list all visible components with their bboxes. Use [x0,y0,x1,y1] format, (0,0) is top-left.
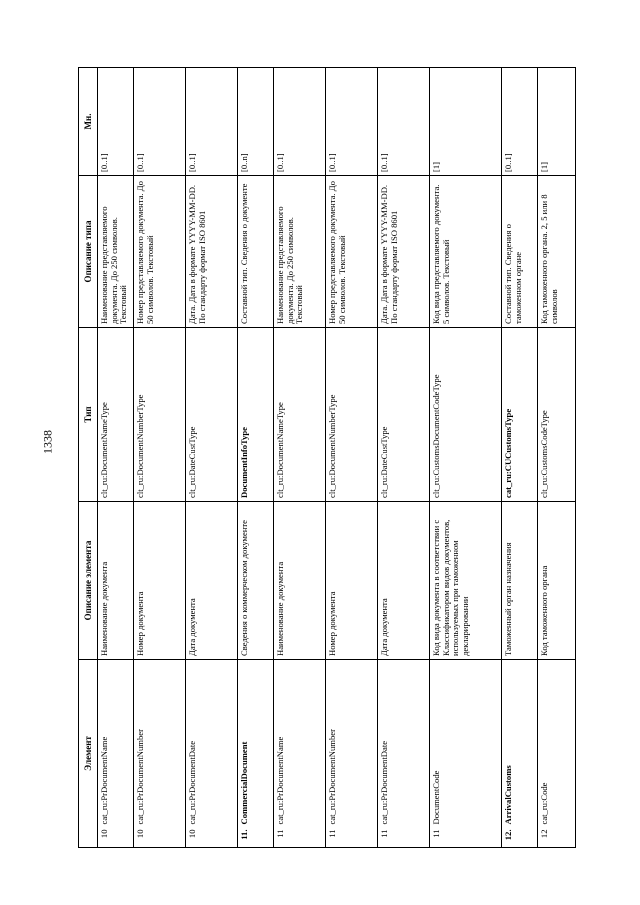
row-type-desc: Номер представляемого документа. До 50 символов. Текстовый [326,175,378,327]
row-element: cat_ru:PrDocumentName [98,659,134,827]
row-element: cat_ru:PrDocumentName [274,659,326,827]
row-mult: [0..1] [134,67,186,175]
row-level: 10 [134,828,186,848]
rotated-table-frame [78,68,594,848]
row-mult: [0..1] [274,67,326,175]
row-element-desc: Код вида документа в соответствии с Классификатором видов документов, используемых при таможенном декларировании [430,501,502,659]
page-number-text: 1338 [40,430,55,454]
row-element: cat_ru:PrDocumentDate [186,659,238,827]
row-element-desc: Номер документа [134,501,186,659]
header-element-desc: Описание элемента [79,501,98,659]
row-type: DocumentInfoType [238,327,274,501]
row-mult: [0..1] [186,67,238,175]
header-mult: Мн. [79,67,98,175]
row-type-desc: Составной тип. Сведения о таможенном органе [502,175,538,327]
row-element: ArrivalCustoms [502,659,538,827]
row-level: 11. [238,828,274,848]
row-element-desc: Сведения о коммерческом документе [238,501,274,659]
row-type: clt_ru:DateCustType [378,327,430,501]
row-mult: [0..1] [378,67,430,175]
table-row [326,67,378,847]
row-type-desc: Наименование представляемого документа. До 250 символов. Текстовый [274,175,326,327]
row-mult: [0..1] [502,67,538,175]
row-type: clt_ru:DocumentNameType [98,327,134,501]
row-type: clt_ru:DateCustType [186,327,238,501]
row-element-desc: Наименование документа [274,501,326,659]
row-element: cat_ru:Code [538,659,576,827]
header-type: Тип [79,327,98,501]
row-type-desc: Код таможенного органа. 2, 5 или 8 символов [538,175,576,327]
row-element: cat_ru:PrDocumentNumber [326,659,378,827]
row-level: 11 [430,828,502,848]
row-mult: [1] [538,67,576,175]
row-type: clt_ru:DocumentNumberType [326,327,378,501]
row-element-desc: Номер документа [326,501,378,659]
row-element-desc: Таможенный орган назначения [502,501,538,659]
row-level: 11 [326,828,378,848]
table-row [502,67,538,847]
table-row [238,67,274,847]
row-type-desc: Наименование представляемого документа. До 250 символов. Текстовый [98,175,134,327]
row-element: CommercialDocument [238,659,274,827]
row-mult: [0..1] [98,67,134,175]
row-type: clt_ru:DocumentNameType [274,327,326,501]
row-level: 12 [538,828,576,848]
row-mult: [0..1] [326,67,378,175]
row-element: DocumentCode [430,659,502,827]
table-row [538,67,576,847]
header-type-desc: Описание типа [79,175,98,327]
row-level: 10 [98,828,134,848]
row-level: 10 [186,828,238,848]
row-element-desc: Дата документа [186,501,238,659]
table-row [378,67,430,847]
row-type: clt_ru:DocumentNumberType [134,327,186,501]
table-row [186,67,238,847]
row-mult: [0..n] [238,67,274,175]
row-type-desc: Код вида представляемого документа. 5 символов. Текстовый [430,175,502,327]
row-level: 12. [502,828,538,848]
row-type: cat_ru:CUCustomsType [502,327,538,501]
table-body [98,67,576,847]
table-header-row [79,67,98,847]
table-row [134,67,186,847]
row-element: cat_ru:PrDocumentNumber [134,659,186,827]
row-element-desc: Дата документа [378,501,430,659]
row-type-desc: Дата. Дата в формате YYYY-MM-DD. По стандарту формат ISO 8601 [186,175,238,327]
table-row [430,67,502,847]
row-level: 11 [274,828,326,848]
schema-table [78,67,576,848]
row-type: clt_ru:CustomsDocumentCodeType [430,327,502,501]
row-element: cat_ru:PrDocumentDate [378,659,430,827]
row-level: 11 [378,828,430,848]
row-type-desc: Номер представляемого документа. До 50 символов. Текстовый [134,175,186,327]
row-element-desc: Наименование документа [98,501,134,659]
table-row [274,67,326,847]
row-type: clt_ru:CustomsCodeType [538,327,576,501]
row-element-desc: Код таможенного органа [538,501,576,659]
row-type-desc: Составной тип. Сведения о документе [238,175,274,327]
header-element: Элемент [79,659,98,847]
row-type-desc: Дата. Дата в формате YYYY-MM-DD. По стандарту формат ISO 8601 [378,175,430,327]
table-row [98,67,134,847]
row-mult: [1] [430,67,502,175]
